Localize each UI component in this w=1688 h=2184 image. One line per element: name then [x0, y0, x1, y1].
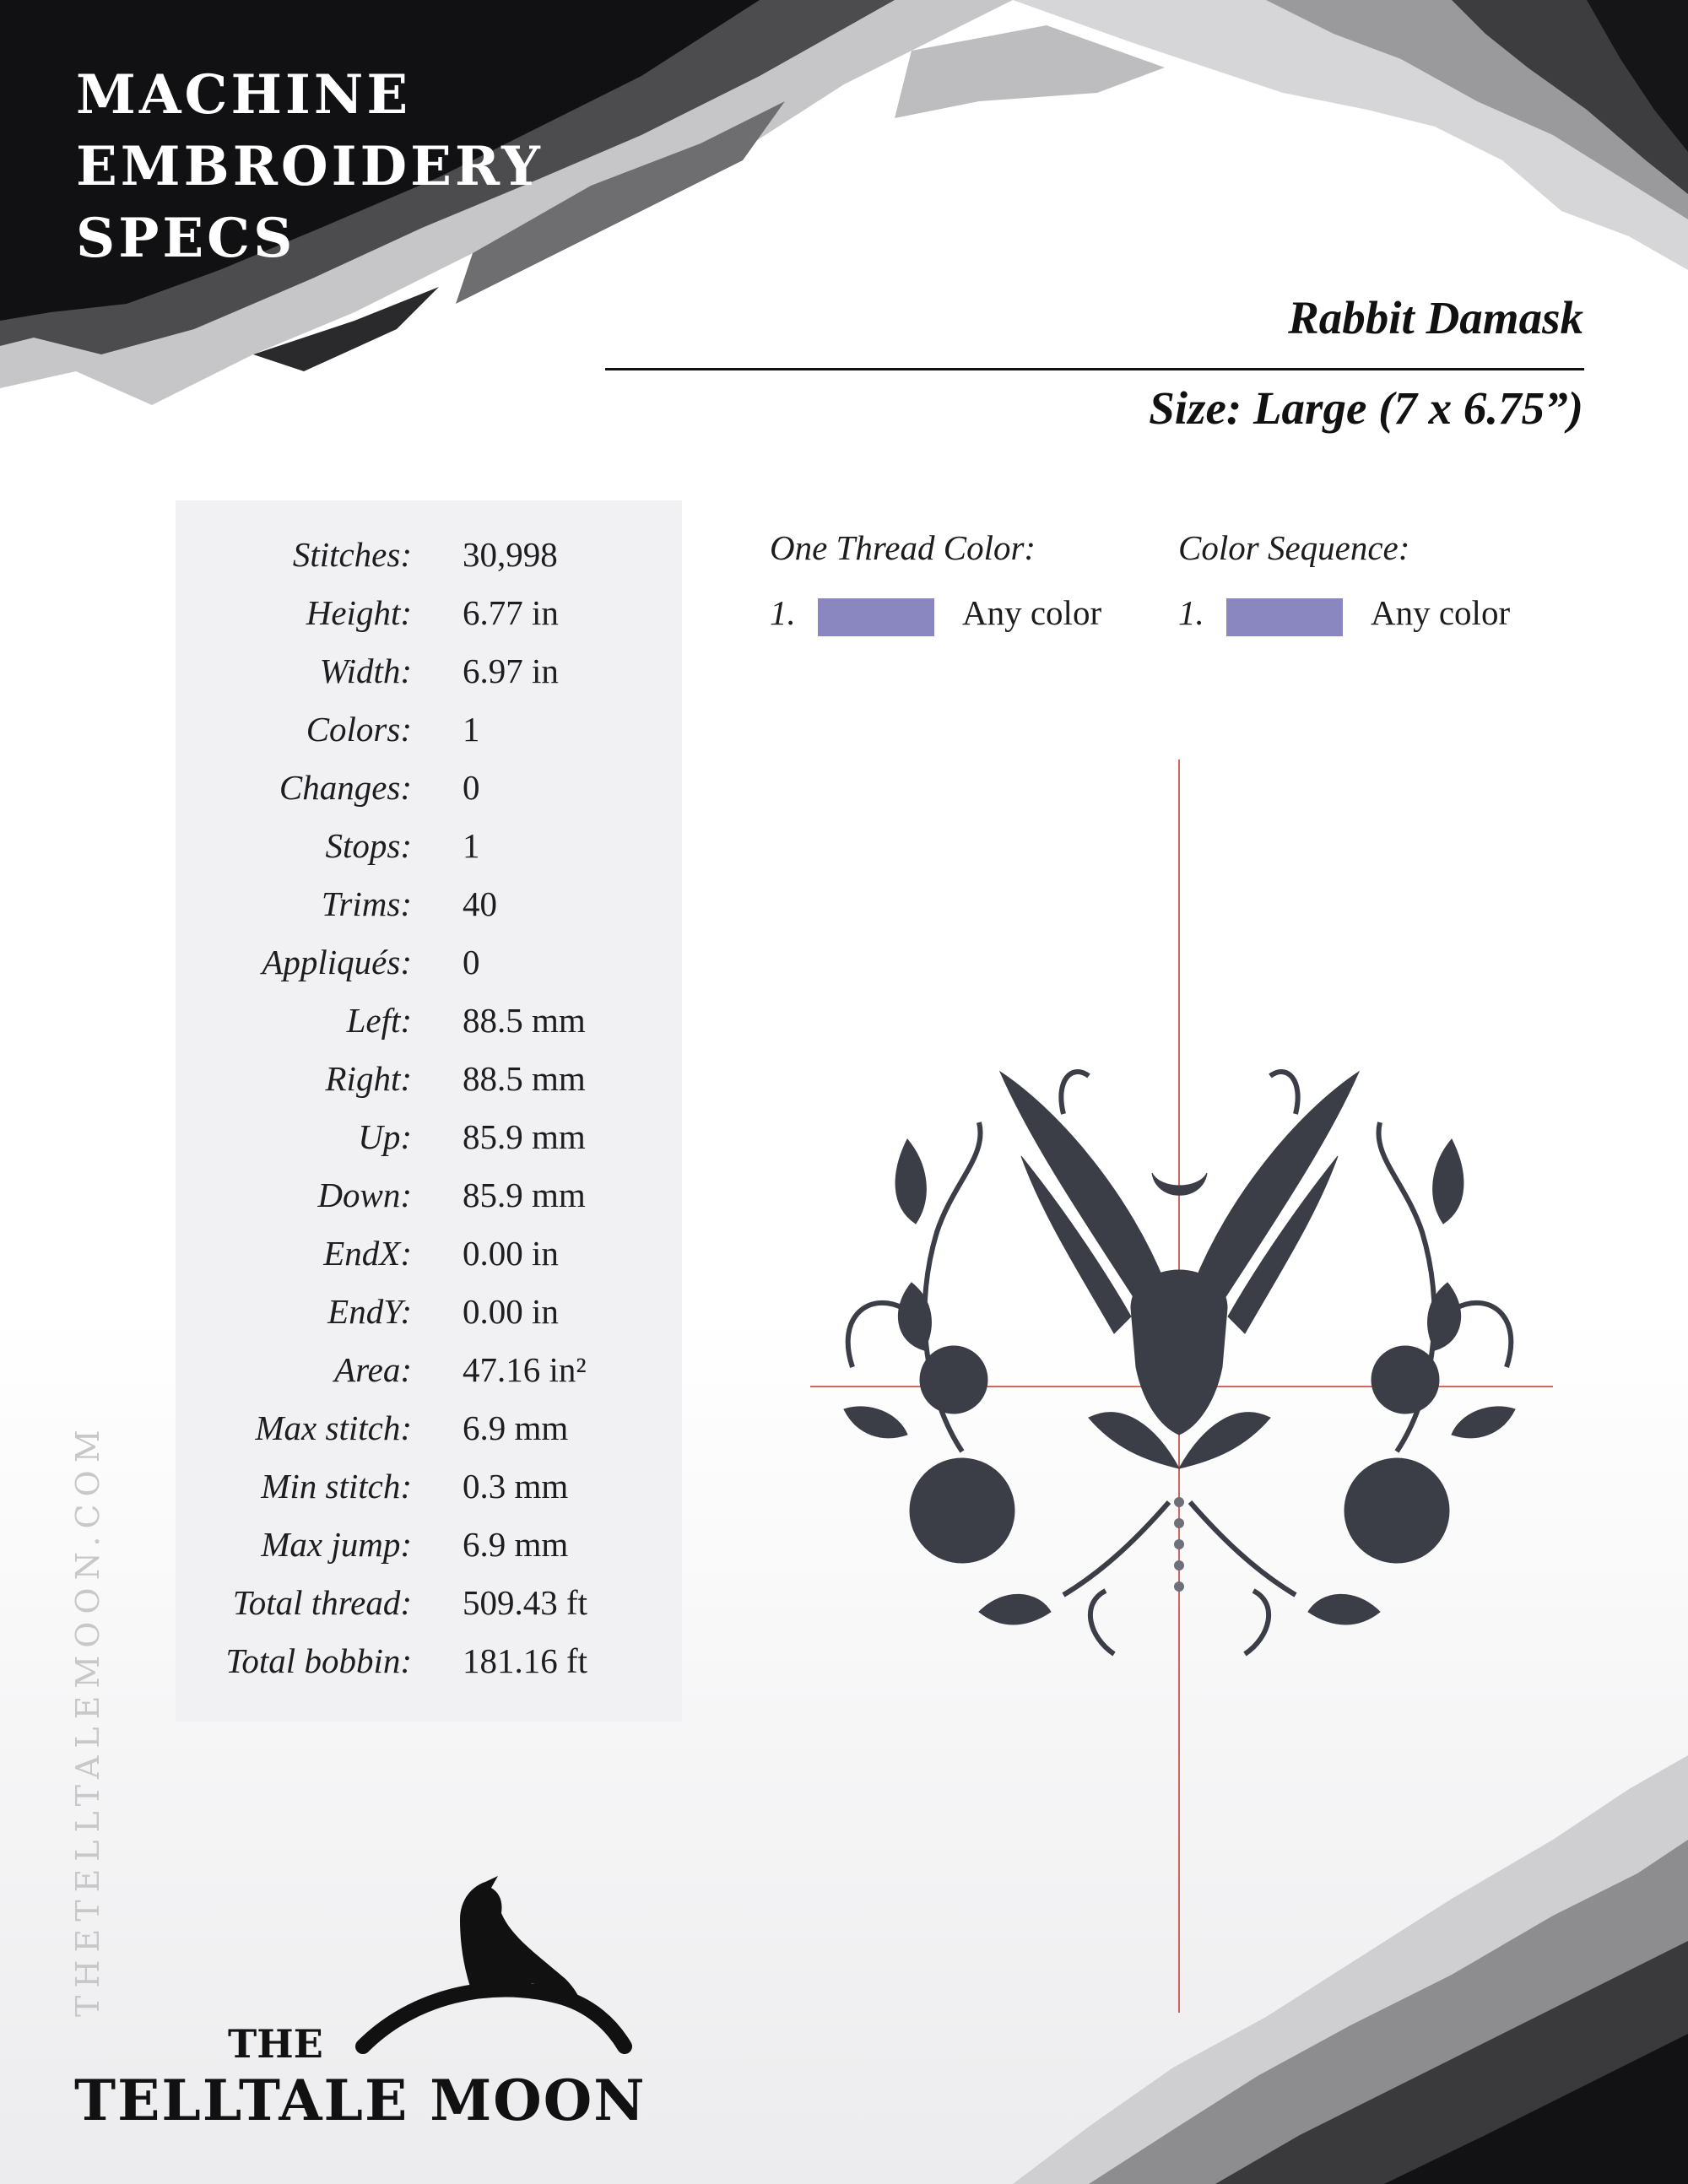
design-size: Size: Large (7 x 6.75”) [1149, 382, 1583, 434]
thread-color-swatch [818, 598, 934, 636]
spec-label: Colors: [306, 710, 412, 749]
spec-value: 47.16 in² [463, 1350, 587, 1389]
spec-row [176, 700, 682, 759]
spec-label: EndX: [323, 1234, 412, 1273]
title-line: SPECS [76, 207, 296, 270]
spec-label: Down: [317, 1176, 412, 1214]
title-line: MACHINE [76, 63, 412, 127]
spec-row [176, 817, 682, 875]
page-title [76, 59, 544, 274]
spec-row [176, 933, 682, 992]
spec-value: 1 [463, 710, 480, 749]
spec-value: 6.77 in [463, 593, 559, 632]
spec-row [176, 1632, 682, 1690]
spec-row [176, 1516, 682, 1574]
spec-label: Min stitch: [261, 1467, 412, 1506]
spec-row [176, 1050, 682, 1108]
title-line: EMBROIDERY [76, 135, 544, 198]
spec-label: Max jump: [261, 1525, 412, 1564]
rabbit-damask-embroidery-icon [810, 760, 1553, 2013]
thread-color-number: 1. [770, 593, 796, 632]
spec-label: Max stitch: [255, 1408, 412, 1447]
spec-row [176, 1399, 682, 1457]
spec-row [176, 1457, 682, 1516]
spec-value: 181.16 ft [463, 1641, 588, 1680]
spec-label: Stops: [325, 826, 412, 865]
spec-value: 85.9 mm [463, 1176, 586, 1214]
spec-value: 88.5 mm [463, 1001, 586, 1040]
spec-value: 509.43 ft [463, 1583, 588, 1622]
spec-row [176, 1341, 682, 1399]
spec-value: 0 [463, 768, 480, 807]
spec-row [176, 1224, 682, 1283]
spec-value: 0.00 in [463, 1234, 559, 1273]
spec-label: Appliqués: [262, 943, 412, 981]
spec-value: 0.00 in [463, 1292, 559, 1331]
thread-color-heading: One Thread Color: [770, 528, 1036, 567]
spec-label: Changes: [279, 768, 412, 807]
color-sequence-heading: Color Sequence: [1178, 528, 1410, 567]
spec-value: 40 [463, 884, 497, 923]
thread-color-name: Any color [962, 593, 1102, 632]
spec-value: 1 [463, 826, 480, 865]
spec-label: Left: [346, 1001, 412, 1040]
color-sequence-name: Any color [1371, 593, 1511, 632]
spec-row [176, 1574, 682, 1632]
spec-row [176, 584, 682, 642]
spec-value: 6.97 in [463, 651, 559, 690]
spec-value: 6.9 mm [463, 1408, 569, 1447]
color-sequence-swatch [1226, 598, 1343, 636]
spec-label: Trims: [321, 884, 412, 923]
spec-row [176, 759, 682, 817]
spec-row [176, 1108, 682, 1166]
website-side-text: THETELLTALEMOON.COM [69, 1422, 106, 2017]
specs-table [176, 500, 682, 1722]
spec-value: 6.9 mm [463, 1525, 569, 1564]
spec-value: 0 [463, 943, 480, 981]
spec-row [176, 992, 682, 1050]
spec-label: EndY: [327, 1292, 412, 1331]
spec-row [176, 875, 682, 933]
spec-label: Area: [334, 1350, 412, 1389]
spec-value: 30,998 [463, 535, 558, 574]
spec-value: 85.9 mm [463, 1117, 586, 1156]
spec-row [176, 1283, 682, 1341]
spec-row [176, 526, 682, 584]
spec-value: 88.5 mm [463, 1059, 586, 1098]
spec-label: Width: [319, 651, 412, 690]
spec-label: Right: [325, 1059, 412, 1098]
raven-on-moon-logo-icon [346, 1869, 633, 2063]
spec-label: Stitches: [292, 535, 412, 574]
spec-label: Total thread: [232, 1583, 412, 1622]
design-name: Rabbit Damask [1288, 292, 1583, 343]
color-sequence-number: 1. [1178, 593, 1204, 632]
spec-row [176, 642, 682, 700]
spec-label: Height: [306, 593, 412, 632]
spec-value: 0.3 mm [463, 1467, 569, 1506]
header-divider [605, 368, 1584, 370]
spec-row [176, 1166, 682, 1224]
brand-logo-line1: THE [228, 2021, 323, 2067]
spec-label: Total bobbin: [225, 1641, 412, 1680]
spec-label: Up: [358, 1117, 412, 1156]
brand-logo-line2: TELLTALE MOON [74, 2068, 647, 2133]
